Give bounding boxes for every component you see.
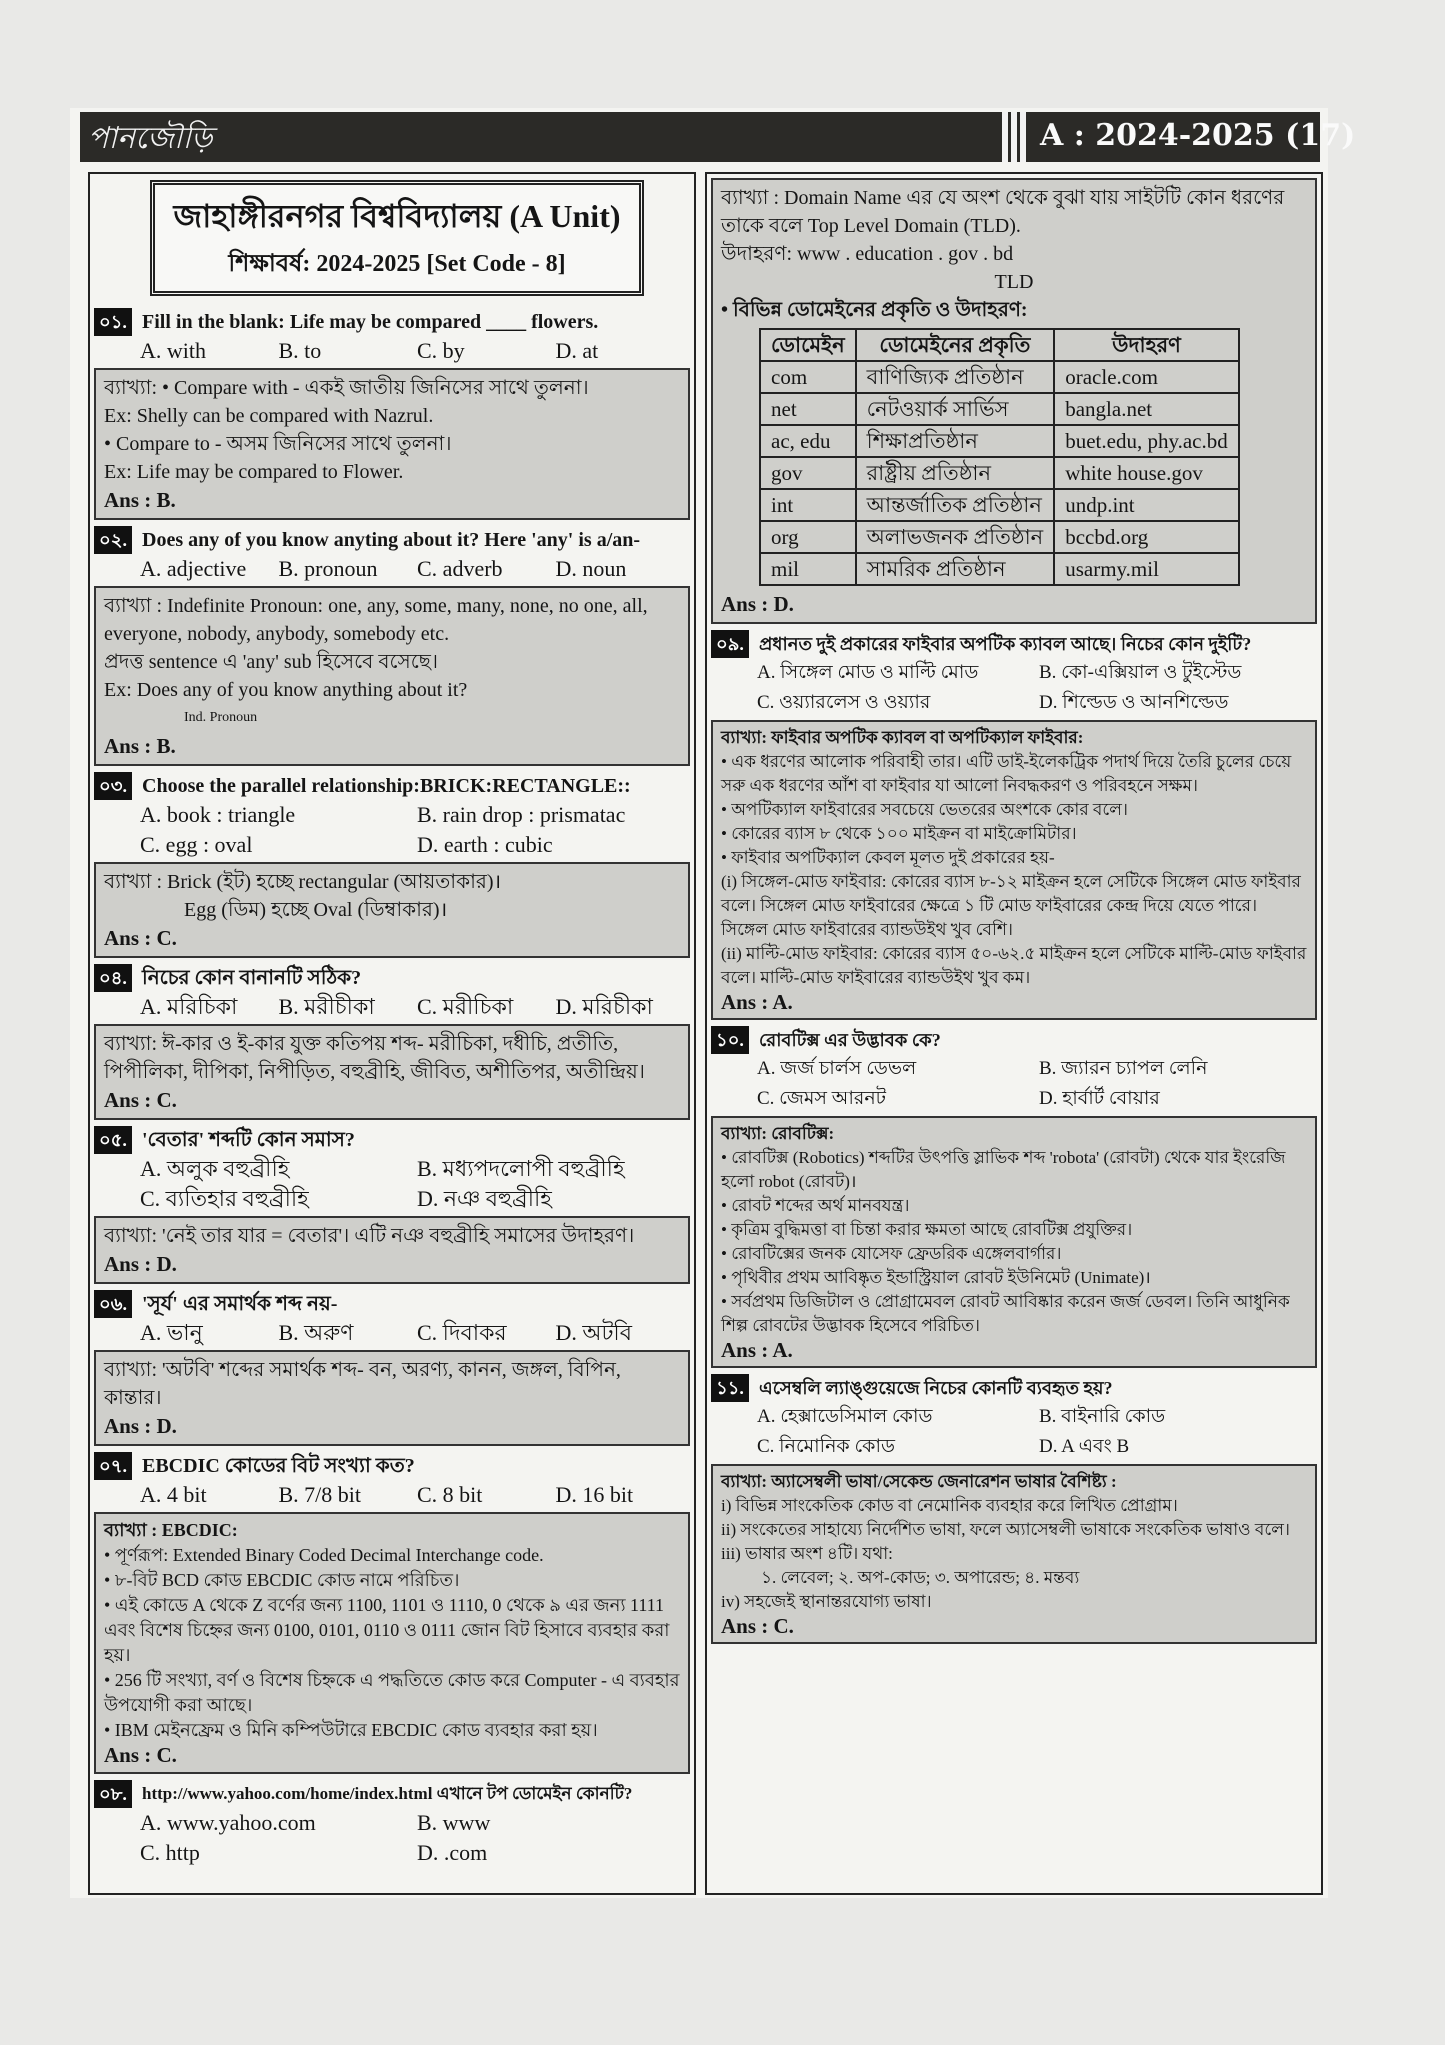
question-7 — [94, 1452, 690, 1480]
question-text: http://www.yahoo.com/home/index.html এখানে টপ ডোমেইন কোনটি? — [142, 1784, 633, 1803]
answer: Ans : D. — [104, 1414, 177, 1438]
options — [90, 1808, 694, 1868]
option: B. to — [278, 338, 322, 363]
option: C. 8 bit — [417, 1482, 483, 1507]
option: C. জেমস আরনট — [757, 1088, 887, 1109]
option: D. শিল্ডেড ও আনশিল্ডেড — [1039, 692, 1229, 713]
options — [90, 554, 694, 584]
options — [90, 1318, 694, 1348]
question-text: এসেম্বলি ল্যাঙ্গুয়েজে নিচের কোনটি ব্যবহৃত হয়? — [759, 1378, 1113, 1398]
question-text: 'বেতার' শব্দটি কোন সমাস? — [142, 1129, 355, 1151]
question-number: ০৭. — [94, 1452, 132, 1480]
explanation-box — [94, 1512, 690, 1774]
explanation-line: • সর্বপ্রথম ডিজিটাল ও প্রোগ্রামেবল রোবট আবিষ্কার করেন জর্জ ডেবল। তিনি আধুনিক শিল্প রোবটের উদ্ভাবক হিসেবে পরিচিত। — [721, 1292, 1290, 1335]
question-text: রোবটিক্স এর উদ্ভাবক কে? — [759, 1030, 941, 1050]
explanation-line: • IBM মেইনফ্রেম ও মিনি কম্পিউটারে EBCDIC কোড ব্যবহার করা হয়। — [104, 1720, 598, 1740]
explanation-line: • পৃথিবীর প্রথম আবিষ্কৃত ইন্ডাস্ট্রিয়াল রোবট ইউনিমেট (Unimate)। — [721, 1268, 1151, 1287]
explanation-line: ব্যাখ্যা : EBCDIC: — [104, 1520, 238, 1540]
question-number: ০১. — [94, 308, 132, 336]
explanation-line: • রোবট শব্দের অর্থ মানবযন্ত্র। — [721, 1196, 910, 1215]
option: D. .com — [417, 1840, 488, 1865]
right-column — [705, 172, 1323, 1895]
explanation-line: Ex: Life may be compared to Flower. — [104, 461, 404, 483]
option: A. with — [140, 338, 206, 363]
question-text: Fill in the blank: Life may be compared ____ flowers. — [142, 311, 599, 333]
answer: Ans : C. — [104, 1088, 177, 1112]
table-cell: রাষ্ট্রীয় প্রতিষ্ঠান — [856, 457, 1055, 489]
explanation-box — [711, 720, 1317, 1020]
table-cell: সামরিক প্রতিষ্ঠান — [856, 553, 1055, 585]
table-cell: অলাভজনক প্রতিষ্ঠান — [856, 521, 1055, 553]
question-number: ১০. — [711, 1026, 749, 1054]
option: D. অটবি — [555, 1320, 632, 1345]
explanation-box — [94, 862, 690, 958]
explanation-line: • 256 টি সংখ্যা, বর্ণ ও বিশেষ চিহ্নকে এ পদ্ধতিতে কোড করে Computer - এ ব্যবহার উপযোগী করা আছে। — [104, 1670, 680, 1715]
table-row — [760, 457, 1239, 489]
explanation-line: ii) সংকেতের সাহায্যে নির্দেশিত ভাষা, ফলে অ্যাসেম্বলী ভাষাকে সংকেতিক ভাষাও বলে। — [721, 1520, 1290, 1539]
explanation-line: উদাহরণ: www . education . gov . bd — [721, 243, 1014, 265]
title-box — [150, 180, 644, 296]
question-number: ০২. — [94, 526, 132, 554]
explanation-line: • ফাইবার অপটিক্যাল কেবল মূলত দুই প্রকারের হয়- — [721, 848, 1055, 867]
explanation-line: ব্যাখ্যা: 'অটবি' শব্দের সমার্থক শব্দ- বন, অরণ্য, কানন, জঙ্গল, বিপিন, কান্তার। — [104, 1359, 621, 1409]
explanation-line: iv) সহজেই স্থানান্তরযোগ্য ভাষা। — [721, 1592, 932, 1611]
table-cell: net — [760, 393, 856, 425]
column-header: উদাহরণ — [1054, 329, 1239, 361]
page-label: A : 2024-2025 (17) — [1040, 118, 1356, 153]
explanation-box — [94, 1024, 690, 1120]
option: A. 4 bit — [140, 1482, 207, 1507]
explanation-line: ১. লেবেল; ২. অপ-কোড; ৩. অপারেন্ড; ৪. মন্তব্য — [761, 1568, 1080, 1587]
option: D. earth : cubic — [417, 832, 553, 857]
option: C. ওয়্যারলেস ও ওয়্যার — [757, 692, 931, 713]
table-row — [760, 361, 1239, 393]
explanation-box — [94, 368, 690, 520]
option: A. অলুক বহুব্রীহি — [140, 1156, 290, 1181]
option: B. মরীচীকা — [278, 994, 375, 1019]
option: A. ভানু — [140, 1320, 203, 1345]
explanation-line: ব্যাখ্যা: রোবটিক্স: — [721, 1124, 835, 1143]
explanation-line: ব্যাখ্যা : Domain Name এর যে অংশ থেকে বুঝা যায় সাইটটি কোন ধরণের তাকে বলে Top Level Domain (TLD). — [721, 187, 1285, 237]
explanation-box — [94, 586, 690, 766]
explanation-line: • Compare to - অসম জিনিসের সাথে তুলনা। — [104, 433, 452, 455]
option: A. মরিচিকা — [140, 994, 238, 1019]
explanation-box — [711, 1464, 1317, 1644]
explanation-line: • ৮-বিট BCD কোড EBCDIC কোড নামে পরিচিত। — [104, 1570, 460, 1590]
explanation-line: iii) ভাষার অংশ ৪টি। যথা: — [721, 1544, 893, 1563]
option: C. egg : oval — [140, 832, 253, 857]
table-cell: শিক্ষাপ্রতিষ্ঠান — [856, 425, 1055, 457]
question-text: নিচের কোন বানানটি সঠিক? — [142, 967, 362, 989]
options — [707, 658, 1321, 718]
table-row — [760, 425, 1239, 457]
explanation-line: • পূর্ণরূপ: Extended Binary Coded Decimal Interchange code. — [104, 1545, 544, 1565]
option: B. বাইনারি কোড — [1039, 1406, 1166, 1427]
question-6 — [94, 1290, 690, 1318]
option: A. হেক্সাডেসিমাল কোড — [757, 1406, 933, 1427]
option: D. মরিচীকা — [555, 994, 653, 1019]
option: B. pronoun — [278, 556, 378, 581]
option: C. দিবাকর — [417, 1320, 507, 1345]
table-cell: oracle.com — [1054, 361, 1239, 393]
option: A. adjective — [140, 556, 247, 581]
options — [90, 336, 694, 366]
explanation-box — [711, 1116, 1317, 1368]
option: D. নঞ বহুব্রীহি — [417, 1186, 552, 1211]
table-cell: int — [760, 489, 856, 521]
table-row — [760, 393, 1239, 425]
table-cell: নেটওয়ার্ক সার্ভিস — [856, 393, 1055, 425]
table-row — [760, 521, 1239, 553]
table-header-row — [760, 329, 1239, 361]
question-9 — [711, 630, 1317, 658]
tld-label: TLD — [994, 271, 1034, 293]
table-cell: ac, edu — [760, 425, 856, 457]
option: C. http — [140, 1840, 200, 1865]
explanation-note: Ind. Pronoun — [184, 710, 258, 725]
explanation-line: প্রদত্ত sentence এ 'any' sub হিসেবে বসেছে। — [104, 651, 439, 673]
question-number: ১১. — [711, 1374, 749, 1402]
answer: Ans : D. — [104, 1252, 177, 1276]
explanation-line: • এই কোডে A থেকে Z বর্ণের জন্য 1100, 1101 ও 1110, 0 থেকে ৯ এর জন্য 1111 এবং বিশেষ চিহ্নের জন্য 0100, 0101, 0110 ও 0111 জোন বিট হিসাবে ব্যবহার করা হয়। — [104, 1595, 670, 1665]
question-text: EBCDIC কোডের বিট সংখ্যা কত? — [142, 1455, 415, 1477]
question-text: প্রধানত দুই প্রকারের ফাইবার অপটিক ক্যাবল আছে। নিচের কোন দুইটি? — [759, 634, 1252, 654]
option: C. নিমোনিক কোড — [757, 1436, 895, 1457]
answer: Ans : A. — [721, 1338, 793, 1362]
option: A. সিঙ্গেল মোড ও মাল্টি মোড — [757, 662, 979, 683]
left-column — [88, 172, 696, 1895]
table-cell: bccbd.org — [1054, 521, 1239, 553]
explanation-line: Ex: Does any of you know anything about it? — [104, 679, 468, 701]
question-number: ০৬. — [94, 1290, 132, 1318]
brand-logo: পানজৌড়ি — [88, 121, 213, 156]
column-header: ডোমেইন — [760, 329, 856, 361]
option: B. মধ্যপদলোপী বহুব্রীহি — [417, 1156, 625, 1181]
option: A. book : triangle — [140, 802, 296, 827]
table-cell: mil — [760, 553, 856, 585]
table-cell: white house.gov — [1054, 457, 1239, 489]
answer: Ans : B. — [104, 488, 176, 512]
answer: Ans : D. — [721, 592, 794, 616]
explanation-line: ব্যাখ্যা: ফাইবার অপটিক ক্যাবল বা অপটিক্যাল ফাইবার: — [721, 728, 1084, 747]
explanation-line: Egg (ডিম) হচ্ছে Oval (ডিম্বাকার)। — [184, 899, 448, 921]
question-10 — [711, 1026, 1317, 1054]
table-cell: buet.edu, phy.ac.bd — [1054, 425, 1239, 457]
option: D. 16 bit — [555, 1482, 634, 1507]
explanation-line: ব্যাখ্যা: ঈ-কার ও ই-কার যুক্ত কতিপয় শব্দ- মরীচিকা, দধীচি, প্রতীতি, পিপীলিকা, দীপিকা, নিপীড়িত, বহুব্রীহি, জীবিত, অশীতিপর, অতীন্দ্রিয়। — [104, 1033, 645, 1083]
option: C. ব্যতিহার বহুব্রীহি — [140, 1186, 309, 1211]
explanation-line: ব্যাখ্যা : Brick (ইট) হচ্ছে rectangular (আয়তাকার)। — [104, 871, 502, 893]
option: D. হার্বার্ট বোয়ার — [1039, 1088, 1160, 1109]
answer: Ans : C. — [104, 926, 177, 950]
answer: Ans : C. — [721, 1614, 794, 1638]
question-5 — [94, 1126, 690, 1154]
question-4 — [94, 964, 690, 992]
option: B. জ্যারন চ্যাপল লেনি — [1039, 1058, 1208, 1079]
explanation-line: • অপটিক্যাল ফাইবারের সবচেয়ে ভেতরের অংশকে কোর বলে। — [721, 800, 1128, 819]
explanation-line: • কৃত্রিম বুদ্ধিমত্তা বা চিন্তা করার ক্ষমতা আছে রোবটিক্স প্রযুক্তির। — [721, 1220, 1133, 1239]
explanation-line: ব্যাখ্যা: অ্যাসেম্বলী ভাষা/সেকেন্ড জেনারেশন ভাষার বৈশিষ্ট্য : — [721, 1472, 1117, 1491]
column-header: ডোমেইনের প্রকৃতি — [856, 329, 1055, 361]
explanation-line: (ii) মাল্টি-মোড ফাইবার: কোরের ব্যাস ৫০-৬২.৫ মাইক্রন হলে সেটিকে মাল্টি-মোড ফাইবার বলে। মাল্টি-মোড ফাইবারের ব্যান্ডউইথ খুব কম। — [721, 944, 1307, 987]
explanation-line: ব্যাখ্যা: • Compare with - একই জাতীয় জিনিসের সাথে তুলনা। — [104, 377, 589, 399]
table-row — [760, 553, 1239, 585]
option: C. by — [417, 338, 465, 363]
option: C. মরীচিকা — [417, 994, 514, 1019]
explanation-line: • রোবটিক্সের জনক যোসেফ ফ্রেডরিক এঙ্গেলবার্গার। — [721, 1244, 1062, 1263]
question-text: Does any of you know anyting about it? Here 'any' is a/an- — [142, 529, 641, 551]
question-number: ০৪. — [94, 964, 132, 992]
question-8 — [94, 1780, 690, 1808]
table-cell: বাণিজ্যিক প্রতিষ্ঠান — [856, 361, 1055, 393]
domain-explanation-box — [711, 178, 1317, 624]
option: A. www.yahoo.com — [140, 1810, 316, 1835]
explanation-line: (i) সিঙ্গেল-মোড ফাইবার: কোরের ব্যাস ৮-১২ মাইক্রন হলে সেটিকে সিঙ্গেল মোড ফাইবার বলে। সিঙ্গেল মোড ফাইবারের ক্ষেত্রে ১ টি মোড ফাইবারের কেন্দ্র দিয়ে যেতে পারে। সিঙ্গেল মোড ফাইবারের ব্যান্ডউইথ খুব বেশি। — [721, 872, 1301, 939]
options — [90, 800, 694, 860]
answer: Ans : A. — [721, 990, 793, 1014]
question-11 — [711, 1374, 1317, 1402]
question-number: ০৯. — [711, 630, 749, 658]
explanation-line: ব্যাখ্যা : Indefinite Pronoun: one, any, some, many, none, no one, all, everyone, nobody, anybody, somebody etc. — [104, 595, 648, 645]
question-3 — [94, 772, 690, 800]
options — [90, 1480, 694, 1510]
explanation-box — [94, 1350, 690, 1446]
table-cell: undp.int — [1054, 489, 1239, 521]
table-cell: org — [760, 521, 856, 553]
question-number: ০৮. — [94, 1780, 132, 1808]
option: C. adverb — [417, 556, 503, 581]
option: A. জর্জ চার্লস ডেভল — [757, 1058, 917, 1079]
explanation-line: • রোবটিক্স (Robotics) শব্দটির উৎপত্তি স্লাভিক শব্দ 'robota' (রোবটা) থেকে যার ইংরেজি হলো robot (রোবট)। — [721, 1148, 1286, 1191]
question-number: ০৫. — [94, 1126, 132, 1154]
table-row — [760, 489, 1239, 521]
table-cell: bangla.net — [1054, 393, 1239, 425]
option: D. A এবং B — [1039, 1436, 1130, 1457]
page-subtitle: শিক্ষাবর্ষ: 2024-2025 [Set Code - 8] — [228, 251, 566, 277]
option: D. noun — [555, 556, 627, 581]
question-2 — [94, 526, 690, 554]
table-cell: আন্তর্জাতিক প্রতিষ্ঠান — [856, 489, 1055, 521]
options — [90, 992, 694, 1022]
option: B. www — [417, 1810, 491, 1835]
explanation-line: i) বিভিন্ন সাংকেতিক কোড বা নেমোনিক ব্যবহার করে লিখিত প্রোগ্রাম। — [721, 1496, 1178, 1515]
explanation-line: ব্যাখ্যা: 'নেই তার যার = বেতার'। এটি নঞ বহুব্রীহি সমাসের উদাহরণ। — [104, 1225, 635, 1247]
question-text: 'সূর্য' এর সমার্থক শব্দ নয়- — [142, 1293, 338, 1315]
option: B. rain drop : prismatac — [417, 802, 626, 827]
explanation-line: • কোরের ব্যাস ৮ থেকে ১০০ মাইক্রন বা মাইক্রোমিটার। — [721, 824, 1077, 843]
options — [707, 1402, 1321, 1462]
explanation-line: Ex: Shelly can be compared with Nazrul. — [104, 405, 434, 427]
table-cell: com — [760, 361, 856, 393]
answer: Ans : B. — [104, 734, 176, 758]
option: B. কো-এক্সিয়াল ও টুইস্টেড — [1039, 662, 1242, 683]
options — [707, 1054, 1321, 1114]
table-heading: • বিভিন্ন ডোমেইনের প্রকৃতি ও উদাহরণ: — [721, 299, 1028, 321]
question-1 — [94, 308, 690, 336]
question-text: Choose the parallel relationship:BRICK:RECTANGLE:: — [142, 775, 631, 797]
option: D. at — [555, 338, 599, 363]
option: B. 7/8 bit — [278, 1482, 362, 1507]
answer: Ans : C. — [104, 1743, 177, 1767]
explanation-line: • এক ধরণের আলোক পরিবাহী তার। এটি ডাই-ইলেকট্রিক পদার্থ দিয়ে তৈরি চুলের চেয়ে সরু এক ধরণের আঁশ বা ফাইবার যা আলো নিবদ্ধকরণ ও পরিবহনে সক্ষম। — [721, 752, 1292, 795]
options — [90, 1154, 694, 1214]
explanation-box — [94, 1216, 690, 1284]
header-bars-decoration — [1002, 112, 1032, 162]
question-number: ০৩. — [94, 772, 132, 800]
option: B. অরুণ — [278, 1320, 354, 1345]
domain-table — [759, 328, 1240, 586]
page-title: জাহাঙ্গীরনগর বিশ্ববিদ্যালয় (A Unit) — [173, 198, 621, 234]
table-cell: gov — [760, 457, 856, 489]
table-cell: usarmy.mil — [1054, 553, 1239, 585]
